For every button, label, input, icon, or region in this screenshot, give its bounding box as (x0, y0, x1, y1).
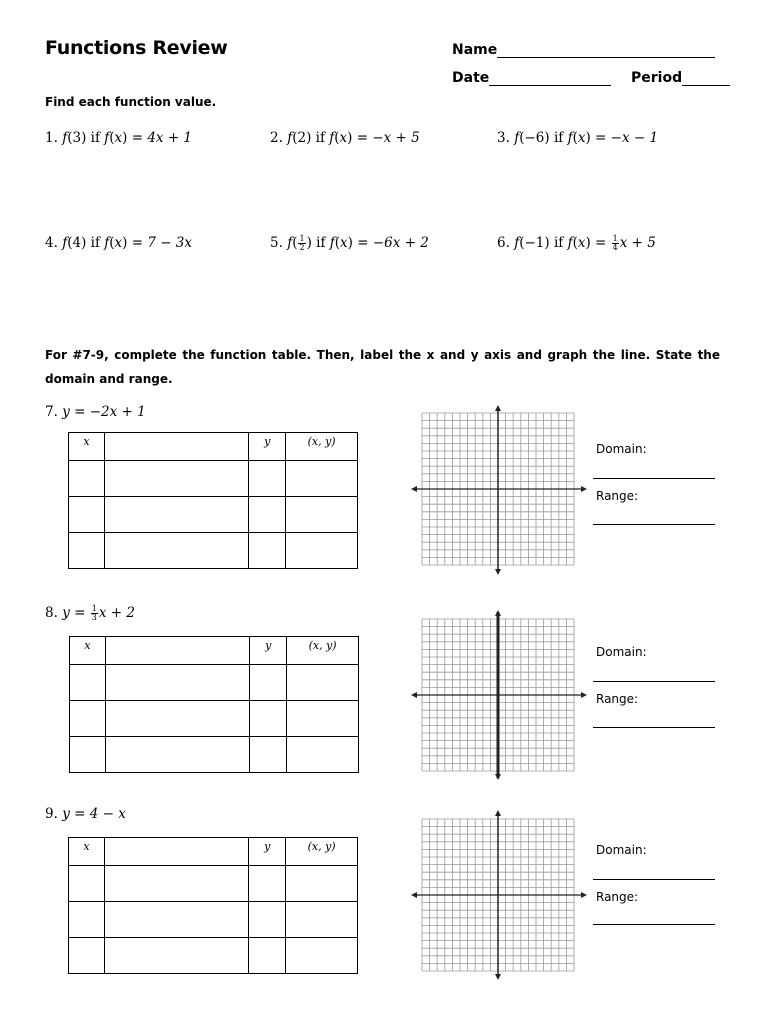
period-label: Period (631, 70, 683, 86)
table-cell[interactable] (287, 701, 359, 737)
y-axis-arrow-up (495, 610, 501, 616)
table-cell[interactable] (70, 737, 106, 773)
table-cell[interactable] (70, 701, 106, 737)
name-label: Name (452, 42, 498, 58)
table-cell[interactable] (286, 533, 358, 569)
table-cell[interactable] (286, 902, 358, 938)
y-axis-arrow-up (495, 810, 501, 816)
y-axis-arrow-up (495, 405, 501, 411)
table-cell[interactable] (287, 737, 359, 773)
problem-9-equation: 9. y = 4 − x (45, 806, 126, 822)
function-table-7 (68, 432, 358, 569)
domain-label-8: Domain: (596, 645, 647, 659)
table-cell[interactable] (250, 701, 287, 737)
problem-6: 6. f(−1) if f(x) = $\frac{1}{4}$ x + 5 (497, 234, 656, 252)
function-table-9 (68, 837, 358, 974)
function-table-8 (69, 636, 359, 773)
date-blank[interactable] (489, 71, 611, 86)
table-cell[interactable] (286, 461, 358, 497)
table-cell[interactable] (104, 902, 248, 938)
x-axis-arrow-left (411, 486, 417, 492)
coordinate-grid-7[interactable] (410, 405, 588, 575)
domain-blank-8[interactable] (593, 681, 715, 682)
range-blank-9[interactable] (593, 924, 715, 925)
header-x: x (70, 637, 106, 665)
table-cell[interactable] (69, 902, 105, 938)
header-x: x (69, 838, 105, 866)
header-xy: (x, y) (286, 433, 358, 461)
table-cell[interactable] (249, 533, 286, 569)
table-cell[interactable] (286, 866, 358, 902)
table-cell[interactable] (286, 938, 358, 974)
header-xy: (x, y) (287, 637, 359, 665)
x-axis-arrow-right (581, 692, 587, 698)
x-axis-arrow-left (411, 892, 417, 898)
problem-3: 3. f(−6) if f(x) = −x − 1 (497, 130, 659, 146)
table-cell[interactable] (104, 938, 248, 974)
problem-1: 1. f(3) if f(x) = 4x + 1 (45, 130, 193, 146)
domain-label-9: Domain: (596, 843, 647, 857)
table-cell[interactable] (249, 938, 286, 974)
domain-blank-7[interactable] (593, 478, 715, 479)
y-axis-arrow-down (495, 569, 501, 575)
range-label-7: Range: (596, 489, 639, 503)
x-axis-arrow-left (411, 692, 417, 698)
table-cell[interactable] (69, 866, 105, 902)
table-cell[interactable] (250, 737, 287, 773)
table-cell[interactable] (69, 497, 105, 533)
problem-8-equation: 8. y = $\frac{1}{3}$ x + 2 (45, 604, 135, 622)
x-axis-arrow-right (581, 486, 587, 492)
problem-2: 2. f(2) if f(x) = −x + 5 (270, 130, 420, 146)
table-cell[interactable] (104, 866, 248, 902)
page-title: Functions Review (45, 37, 228, 59)
table-cell[interactable] (250, 665, 287, 701)
domain-blank-9[interactable] (593, 879, 715, 880)
header-y: y (249, 838, 286, 866)
header-y: y (250, 637, 287, 665)
date-period-row (452, 70, 730, 86)
table-cell[interactable] (249, 461, 286, 497)
domain-label-7: Domain: (596, 442, 647, 456)
table-cell[interactable] (249, 902, 286, 938)
table-cell[interactable] (104, 497, 248, 533)
range-label-9: Range: (596, 890, 639, 904)
table-cell[interactable] (286, 497, 358, 533)
table-cell[interactable] (104, 533, 248, 569)
problem-4: 4. f(4) if f(x) = 7 − 3x (45, 235, 193, 251)
header-y: y (249, 433, 286, 461)
table-cell[interactable] (70, 665, 106, 701)
range-blank-7[interactable] (593, 524, 715, 525)
table-cell[interactable] (287, 665, 359, 701)
range-label-8: Range: (596, 692, 639, 706)
name-blank[interactable] (497, 43, 715, 58)
date-label: Date (452, 70, 490, 86)
x-axis-arrow-right (581, 892, 587, 898)
table-cell[interactable] (69, 461, 105, 497)
table-cell[interactable] (69, 533, 105, 569)
header-x: x (69, 433, 105, 461)
table-cell[interactable] (249, 866, 286, 902)
table-cell[interactable] (69, 938, 105, 974)
problem-7-equation: 7. y = −2x + 1 (45, 404, 146, 420)
table-cell[interactable] (105, 701, 249, 737)
table-cell[interactable] (105, 737, 249, 773)
table-cell[interactable] (249, 497, 286, 533)
section2-instruction: For #7-9, complete the function table. Then, label the x and y axis and graph the line. State the domain and range. (45, 348, 720, 386)
range-blank-8[interactable] (593, 727, 715, 728)
table-cell[interactable] (105, 665, 249, 701)
name-field[interactable] (452, 42, 715, 58)
period-blank[interactable] (682, 71, 730, 86)
coordinate-grid-9[interactable] (410, 810, 588, 980)
y-axis-arrow-down (495, 974, 501, 980)
table-cell[interactable] (104, 461, 248, 497)
y-axis-arrow-down (495, 774, 501, 780)
coordinate-grid-8[interactable] (410, 610, 588, 780)
header-xy: (x, y) (286, 838, 358, 866)
section1-instruction: Find each function value. (45, 95, 217, 109)
problem-5: 5. f( $\frac{1}{2}$ ) if f(x) = −6x + 2 (270, 234, 429, 252)
